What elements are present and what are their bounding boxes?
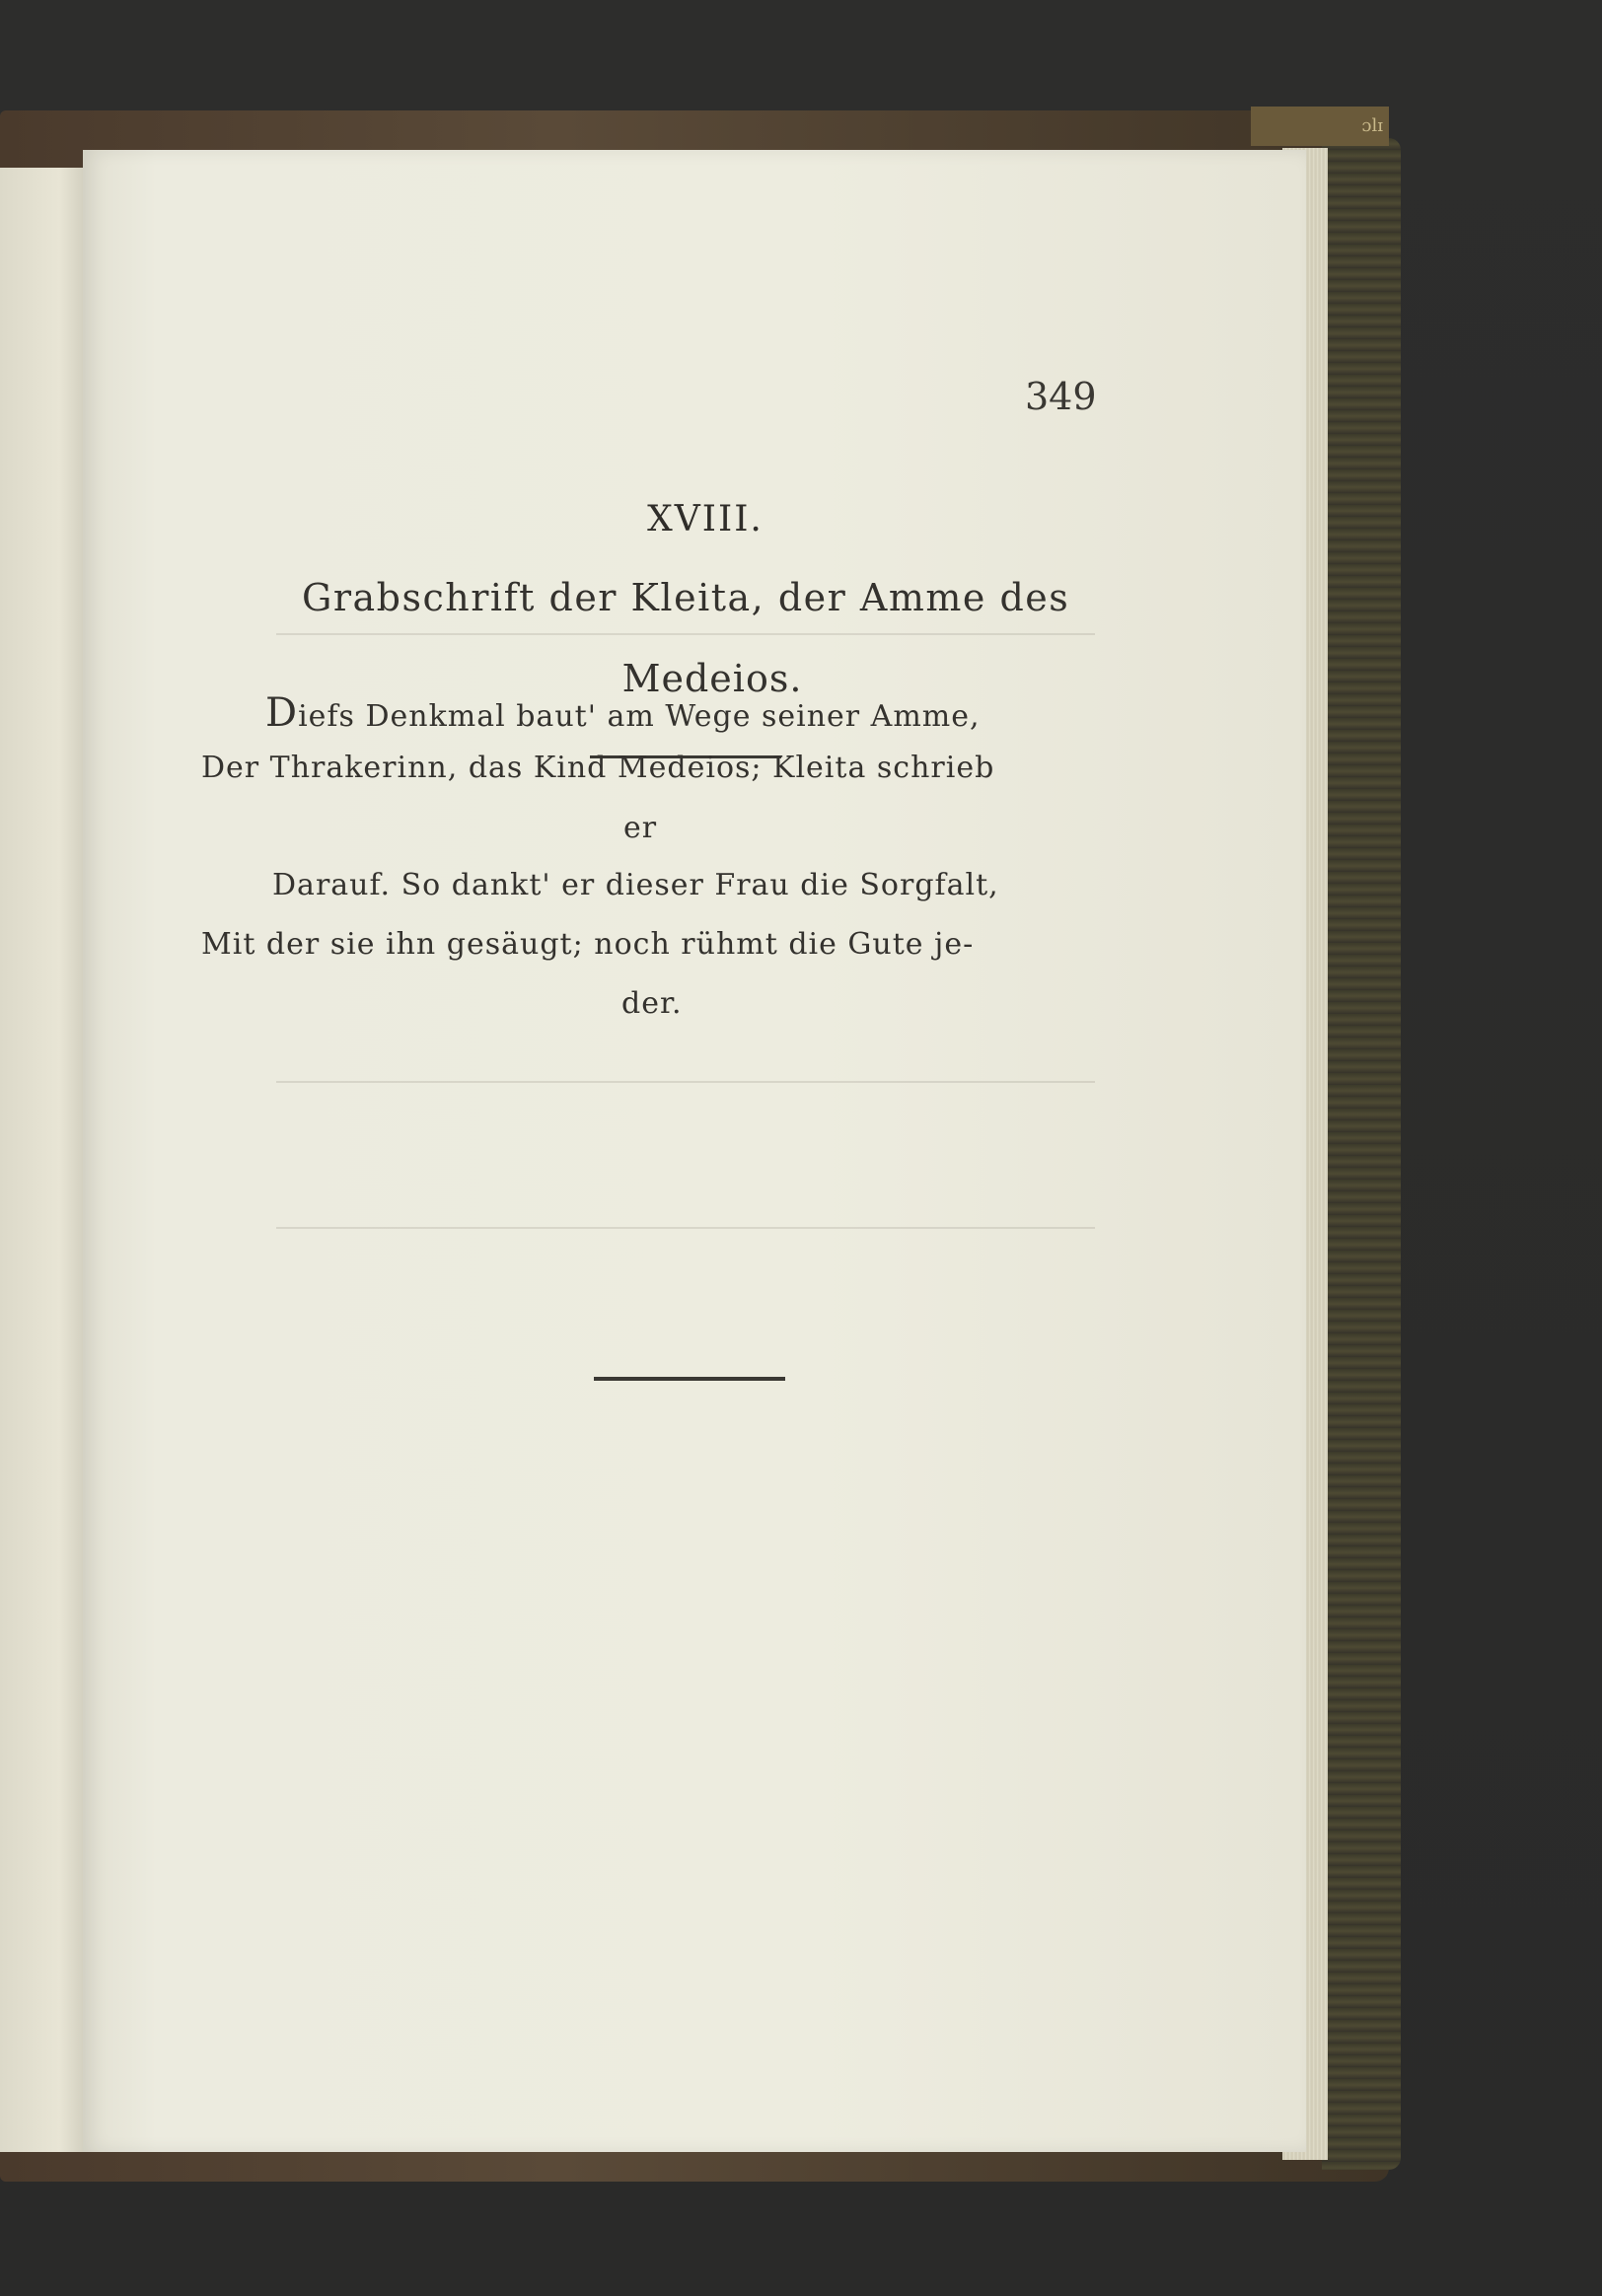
verse-line-1: Diefs Denkmal baut' am Wege seiner Amme, — [265, 690, 981, 736]
drop-initial: D — [265, 690, 299, 736]
verse-line-4: Darauf. So dankt' er dieser Frau die Sorgfalt, — [272, 868, 999, 902]
poem-title-line-1: Grabschrift der Kleita, der Amme des — [302, 576, 1070, 619]
end-rule — [594, 1377, 785, 1381]
spine-label: ɔlɪ — [1251, 107, 1389, 146]
section-numeral: XVIII. — [647, 499, 764, 539]
book-page — [83, 150, 1306, 2152]
show-through — [276, 633, 1095, 635]
page-number: 349 — [1025, 375, 1097, 418]
poem-title-line-2: Medeios. — [621, 657, 803, 700]
verse-line-2: Der Thrakerinn, das Kind Medeios; Kleita schrieb — [201, 751, 995, 785]
show-through — [276, 1081, 1095, 1083]
left-page-edge — [0, 168, 87, 2152]
show-through — [276, 1227, 1095, 1229]
verse-line-5: Mit der sie ihn gesäugt; noch rühmt die Gute je- — [201, 927, 975, 962]
verse-line-3: er — [623, 811, 658, 845]
cover-edge — [1322, 138, 1401, 2170]
verse-line-6: der. — [621, 986, 683, 1021]
